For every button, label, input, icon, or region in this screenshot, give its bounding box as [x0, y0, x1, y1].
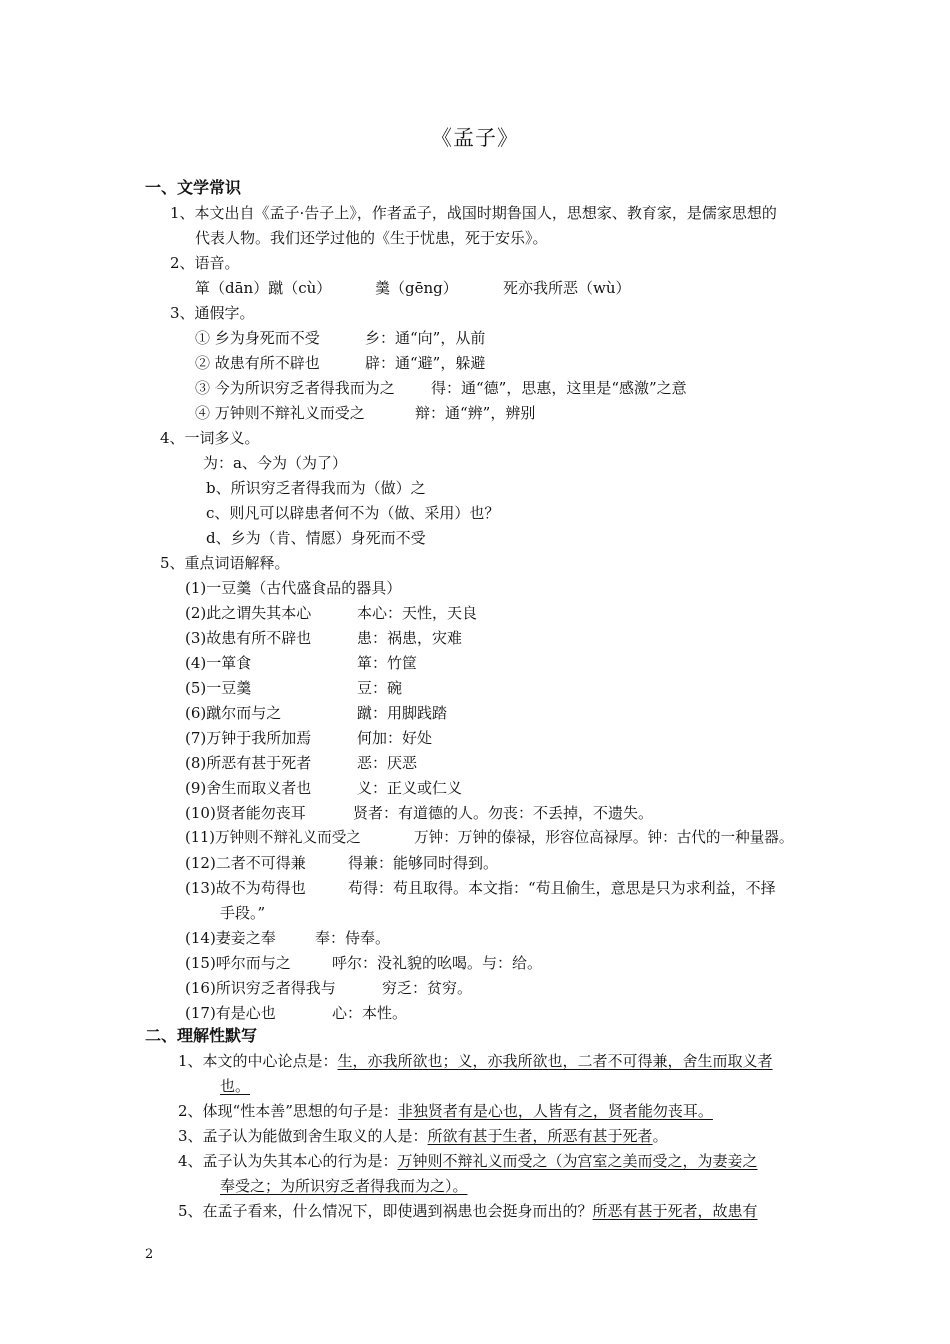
- polysemy-line: 为：a、今为（为了）: [203, 454, 347, 472]
- question-3: [178, 1126, 668, 1146]
- pronunciation-line: [195, 278, 631, 298]
- polysemy-line: c、则凡可以辟患者何不为（做、采用）也？: [206, 504, 500, 522]
- question-label: 1、本文的中心论点是：: [178, 1052, 338, 1070]
- vocab-meaning: 蹴：用脚践踏: [357, 704, 448, 722]
- tongjia-sentence: ③ 今为所识穷乏者得我而为之: [195, 379, 395, 397]
- pronunciation-1: 箪（dān）蹴（cù）: [195, 279, 332, 297]
- tongjia-sentence: ② 故患有所不辟也: [195, 354, 320, 372]
- answer-text: 奉受之；为所识穷乏者得我而为之）。: [220, 1177, 468, 1195]
- question-label: 3、孟子认为能做到舍生取义的人是：: [178, 1127, 428, 1145]
- vocab-term: (9)舍生而取义者也: [185, 779, 312, 797]
- tongjia-row: [195, 378, 687, 398]
- polysemy-line: d、乡为（肯、情愿）身死而不受: [206, 529, 426, 547]
- answer-text: 也。: [220, 1077, 251, 1095]
- answer-text: 所恶有甚于死者，故患有: [592, 1202, 758, 1220]
- vocab-meaning: 箪：竹筐: [357, 654, 418, 672]
- item2-label: 2、语音。: [170, 254, 240, 272]
- vocab-term: (14)妻妾之奉: [185, 929, 276, 947]
- vocab-term: (4)一箪食: [185, 654, 252, 672]
- vocab-row: [185, 828, 793, 848]
- vocab-row: [185, 578, 401, 598]
- vocab-term: (6)蹴尔而与之: [185, 704, 282, 722]
- question-label: 2、体现“性本善”思想的句子是：: [178, 1102, 398, 1120]
- vocab-meaning: 恶：厌恶: [357, 754, 418, 772]
- polysemy-line: b、所识穷乏者得我而为（做）之: [206, 479, 426, 497]
- vocab-term: (2)此之谓失其本心: [185, 604, 312, 622]
- vocab-meaning: 穷乏：贫穷。: [382, 979, 473, 997]
- vocab-row: [185, 853, 498, 873]
- item3-label: 3、通假字。: [170, 304, 255, 322]
- item4-label: 4、一词多义。: [160, 429, 260, 447]
- question-2: [178, 1101, 713, 1121]
- tongjia-sentence: ① 乡为身死而不受: [195, 329, 320, 347]
- tongjia-row: [195, 328, 485, 348]
- vocab-meaning: 贤者：有道德的人。勿丧：不丢掉，不遗失。: [353, 804, 654, 822]
- vocab-row: [185, 1003, 407, 1023]
- vocab-meaning: 得兼：能够同时得到。: [348, 854, 499, 872]
- vocab-row-continued: [220, 903, 265, 923]
- tongjia-note: 得：通“德”，思惠，这里是“感激”之意: [431, 379, 687, 397]
- vocab-term: (5)一豆羹: [185, 679, 252, 697]
- vocab-row: [185, 928, 390, 948]
- vocab-row: [185, 603, 477, 623]
- question-label: 4、孟子认为失其本心的行为是：: [178, 1152, 398, 1170]
- vocab-row: [185, 728, 432, 748]
- vocab-term: (11)万钟则不辩礼义而受之: [185, 829, 361, 846]
- vocab-row: [185, 878, 776, 898]
- vocab-meaning: 何加：好处: [357, 729, 433, 747]
- question-4: [178, 1151, 758, 1171]
- vocab-row: [185, 978, 472, 998]
- question-1-continued: [220, 1076, 250, 1096]
- vocab-term: (3)故患有所不辟也: [185, 629, 312, 647]
- item1-line2: 代表人物。我们还学过他的《生于忧患，死于安乐》。: [195, 229, 548, 247]
- vocab-row: [185, 753, 417, 773]
- vocab-meaning: 本心：天性，天良: [357, 604, 478, 622]
- vocab-meaning: 心：本性。: [332, 1004, 408, 1022]
- vocab-meaning: 豆：碗: [357, 679, 403, 697]
- question-end: 。: [652, 1127, 668, 1145]
- item5-label: 5、重点词语解释。: [160, 554, 290, 572]
- vocab-row: [185, 953, 542, 973]
- section-heading-recitation: 二、理解性默写: [145, 1026, 258, 1045]
- question-label: 5、在孟子看来，什么情况下，即使遇到祸患也会挺身而出的？: [178, 1202, 593, 1220]
- pronunciation-2: 羹（gēng）: [375, 279, 458, 297]
- vocab-term: (16)所识穷乏者得我与: [185, 979, 336, 997]
- question-4-continued: [220, 1176, 468, 1196]
- vocab-row: [185, 628, 462, 648]
- vocab-row: [185, 778, 462, 798]
- vocab-meaning: 义：正义或仁义: [357, 779, 463, 797]
- vocab-meaning: 苟得：苟且取得。本文指：“苟且偷生，意思是只为求利益，不择: [348, 879, 776, 897]
- vocab-meaning: 万钟：万钟的傣禄，形容位高禄厚。钟：古代的一种量器。: [414, 829, 794, 846]
- tongjia-sentence: ④ 万钟则不辩礼义而受之: [195, 404, 365, 422]
- tongjia-note: 辟：通“避”，躲避: [365, 354, 486, 372]
- vocab-term: (8)所恶有甚于死者: [185, 754, 312, 772]
- tongjia-note: 辩：通“辨”，辨别: [415, 404, 536, 422]
- pronunciation-3: 死亦我所恶（wù）: [503, 279, 631, 297]
- tongjia-row: [195, 403, 535, 423]
- vocab-row: [185, 653, 417, 673]
- vocab-term: (1)一豆羹（古代盛食品的器具）: [185, 579, 402, 597]
- vocab-meaning: 患：祸患，灾难: [357, 629, 463, 647]
- vocab-row: [185, 803, 653, 823]
- tongjia-row: [195, 353, 485, 373]
- page-title: 《孟子》: [431, 126, 519, 150]
- question-1: [178, 1051, 773, 1071]
- vocab-term: (10)贤者能勿丧耳: [185, 804, 306, 822]
- vocab-row: [185, 703, 447, 723]
- answer-text: 非独贤者有是心也，人皆有之，贤者能勿丧耳。: [397, 1102, 713, 1120]
- answer-text: 所欲有甚于生者，所恶有甚于死者: [427, 1127, 653, 1145]
- page-number: 2: [145, 1247, 154, 1262]
- vocab-term: (7)万钟于我所加焉: [185, 729, 312, 747]
- vocab-row: [185, 678, 402, 698]
- answer-text: 万钟则不辩礼义而受之（为宫室之美而受之，为妻妾之: [397, 1152, 758, 1170]
- vocab-term: 手段。”: [220, 904, 266, 922]
- item1-line1: 1、本文出自《孟子·告子上》，作者孟子，战国时期鲁国人，思想家、教育家，是儒家思想的: [170, 204, 777, 222]
- vocab-meaning: 奉：侍奉。: [315, 929, 391, 947]
- vocab-term: (17)有是心也: [185, 1004, 276, 1022]
- vocab-term: (15)呼尔而与之: [185, 954, 291, 972]
- tongjia-note: 乡：通“向”，从前: [365, 329, 486, 347]
- vocab-meaning: 呼尔：没礼貌的吆喝。与：给。: [332, 954, 543, 972]
- question-5: [178, 1201, 758, 1221]
- vocab-term: (12)二者不可得兼: [185, 854, 306, 872]
- answer-text: 生，亦我所欲也；义，亦我所欲也，二者不可得兼，舍生而取义者: [337, 1052, 773, 1070]
- section-heading-literary: 一、文学常识: [145, 178, 242, 197]
- vocab-term: (13)故不为苟得也: [185, 879, 306, 897]
